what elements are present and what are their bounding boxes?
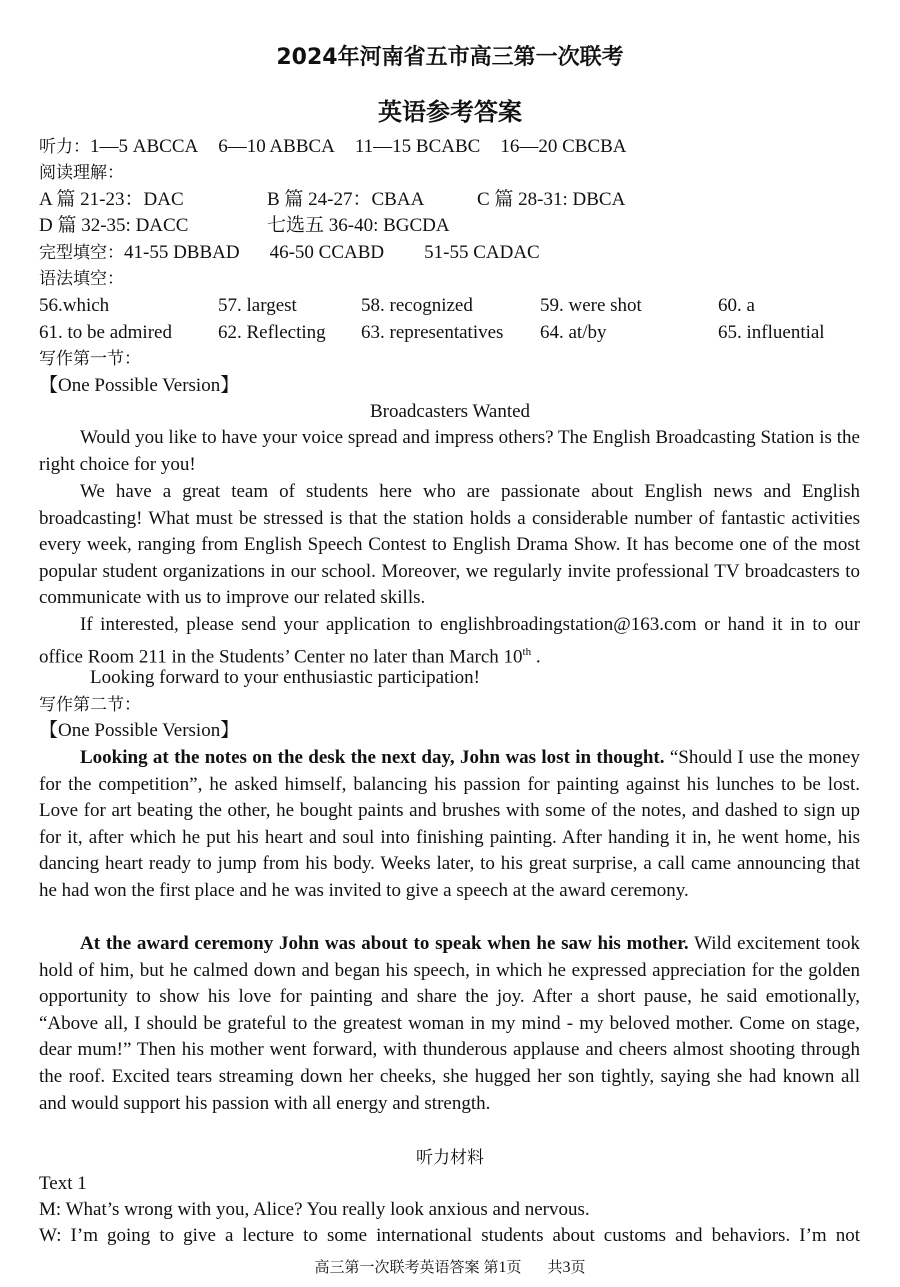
reading-answer: B 篇 24-27：CBAA: [267, 189, 425, 210]
cloze-group: 51-55 CADAC: [424, 242, 540, 263]
grammar-answer: 60. a: [718, 295, 755, 316]
reading-answer: 七选五 36-40: BGCDA: [267, 215, 450, 236]
text-label: Text 1: [39, 1173, 87, 1194]
footer-page-prefix: 第: [483, 1258, 499, 1276]
footer-page-suffix: 页: [506, 1258, 522, 1276]
grammar-answer: 65. influential: [718, 322, 825, 343]
listening-group: 16—20 CBCBA: [500, 136, 627, 157]
grammar-answer: 56.which: [39, 295, 110, 316]
grammar-answer: 61. to be admired: [39, 322, 172, 343]
grammar-answer: 64. at/by: [540, 322, 607, 343]
writing2-version-label: 【One Possible Version】: [39, 720, 240, 741]
writing2-lead-sentence: At the award ceremony John was about to speak when he saw his mother.: [80, 933, 689, 954]
footer-total-prefix: 共: [547, 1258, 563, 1276]
dialogue-line: W: I’m going to give a lecture to some international students about customs and behaviors. I’m not: [39, 1225, 860, 1246]
writing1-p3-end: .: [531, 645, 541, 667]
grammar-answer: 62. Reflecting: [218, 322, 326, 343]
reading-answer: D 篇 32-35: DACC: [39, 215, 189, 236]
listening-material-heading: 听力材料: [416, 1148, 484, 1168]
listening-label: 听力：: [39, 137, 90, 157]
grammar-answer: 57. largest: [218, 295, 297, 316]
writing1-label: 写作第一节：: [39, 349, 141, 369]
cloze-group: 41-55 DBBAD: [124, 242, 240, 263]
document-title: 2024年河南省五市高三第一次联考: [276, 45, 624, 70]
writing1-paragraph: We have a great team of students here who are passionate about English news and English broadcasting! What must be stressed is that the station holds a considerable number of fantastic activities every week, ranging from English Speech Contest to English Drama Show. It has become one of the most popular student organizations in our school. Moreover, we regularly invite professional TV broadcasters to communicate with us to improve our related skills.: [39, 481, 860, 609]
writing2-label: 写作第二节：: [39, 695, 141, 715]
reading-answer: A 篇 21-23：DAC: [39, 189, 184, 210]
footer-doc-name: 高三第一次联考英语答案: [314, 1258, 480, 1276]
cloze-label: 完型填空：: [39, 243, 124, 263]
document-subtitle: 英语参考答案: [378, 98, 522, 126]
writing2-text: “Should I use the money for the competition”, he asked himself, balancing his passion for painting against his lunches to be lost. Love for art beating the other, he bought paints and brushes with some of the notes, and dashed to sign up for it, after which he put his heart and soul into finishing painting. After handing it in, he went home, his dancing heart ready to jump from his body. Weeks later, to his great surprise, a call came announcing that he had won the first place and he was invited to give a speech at the award ceremony.: [39, 747, 860, 901]
grammar-answer: 63. representatives: [361, 322, 504, 343]
writing1-p3-text: If interested, please send your application to englishbroadingstation@163.com or hand it in to our office Room 211 in the Students’ Center no later than March 10: [39, 614, 860, 667]
superscript: th: [522, 645, 532, 658]
writing1-heading: Broadcasters Wanted: [369, 401, 531, 422]
footer-page-number: 1: [498, 1259, 507, 1276]
writing1-closing: Looking forward to your enthusiastic participation!: [90, 667, 480, 688]
listening-group: 1—5 ABCCA: [90, 136, 199, 157]
writing2-lead-sentence: Looking at the notes on the desk the next day, John was lost in thought.: [80, 747, 665, 768]
writing1-paragraph: [39, 612, 860, 671]
reading-answer: C 篇 28-31: DBCA: [477, 189, 626, 210]
reading-label: 阅读理解：: [39, 163, 124, 183]
listening-answers: [39, 134, 627, 160]
writing2-paragraph: [39, 745, 860, 905]
writing2-paragraph: [39, 931, 860, 1117]
grammar-label: 语法填空：: [39, 269, 124, 289]
grammar-answer: 58. recognized: [361, 295, 473, 316]
page-footer: [0, 1256, 900, 1277]
dialogue-line: M: What’s wrong with you, Alice? You really look anxious and nervous.: [39, 1199, 590, 1220]
listening-group: 6—10 ABBCA: [218, 136, 335, 157]
cloze-group: 46-50 CCABD: [269, 242, 385, 263]
grammar-answer: 59. were shot: [540, 295, 642, 316]
footer-total-number: 3: [562, 1259, 571, 1276]
cloze-answers: [39, 240, 540, 266]
writing2-text: Wild excitement took hold of him, but he calmed down and began his speech, in which he expressed appreciation for the golden opportunity to show his love for painting and share the joy. After a short pause, he said emotionally, “Above all, I should be grateful to the greatest woman in my mind - my beloved mother. Come on stage, dear mum!” Then his mother went forward, with thunderous applause and cheers almost shooting through the roof. Excited tears streaming down her cheeks, she hugged her son tightly, saying she had known all and would support his passion with all energy and strength.: [39, 933, 860, 1114]
listening-group: 11—15 BCABC: [354, 136, 481, 157]
footer-total-suffix: 页: [570, 1258, 586, 1276]
writing1-version-label: 【One Possible Version】: [39, 375, 240, 396]
writing1-paragraph: Would you like to have your voice spread and impress others? The English Broadcasting Station is the right choice for you!: [39, 427, 860, 475]
